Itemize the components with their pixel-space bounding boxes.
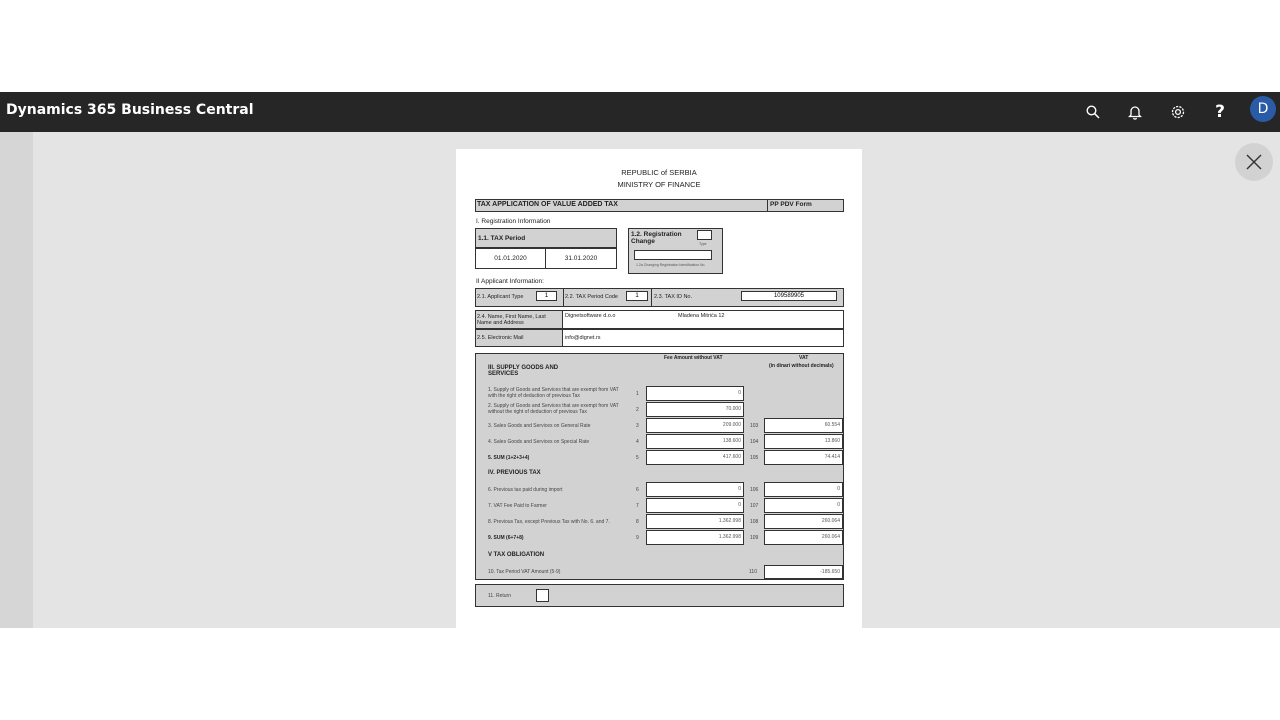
row-5-value: 417.600 <box>646 450 744 465</box>
row-8-vat: 260.064 <box>764 514 843 529</box>
row-7-no: 7 <box>636 503 639 509</box>
row-7-vat-no: 107 <box>750 503 759 509</box>
row-6-vat-no: 106 <box>750 487 759 493</box>
row-9-label: 9. SUM (6+7+8) <box>488 535 524 541</box>
changing-id-label: 1.2a Changing Registration Identification No. <box>636 263 706 267</box>
row-6-vat: 0 <box>764 482 843 497</box>
row-10-no: 110 <box>749 569 757 575</box>
row-5-vat: 74.414 <box>764 450 843 465</box>
return-row <box>475 584 844 607</box>
section-5-title: V TAX OBLIGATION <box>488 552 545 558</box>
row-8-value: 1.362.998 <box>646 514 744 529</box>
row-4-no: 4 <box>636 439 639 445</box>
row-9-value: 1.362.998 <box>646 530 744 545</box>
report-page <box>456 149 862 628</box>
header-line2: MINISTRY OF FINANCE <box>617 180 701 189</box>
type-label: Type <box>699 242 707 246</box>
row-9-vat-no: 109 <box>750 535 759 541</box>
section-2-title: II Applicant Information: <box>476 278 544 285</box>
row-3-vat-no: 103 <box>750 423 759 429</box>
row-7-value: 0 <box>646 498 744 513</box>
applicant-type-input[interactable]: 1 <box>536 291 557 301</box>
row-5-no: 5 <box>636 455 639 461</box>
row-3-no: 3 <box>636 423 639 429</box>
row-3-value: 209.000 <box>646 418 744 433</box>
row-4-label: 4. Sales Goods and Services on Special Rate <box>488 439 590 445</box>
row-6-label: 6. Previous tax paid during import <box>488 487 563 493</box>
col-vat-sub: (in dinari without decimals) <box>769 363 834 369</box>
row-8-no: 8 <box>636 519 639 525</box>
col-vat-label: VAT <box>799 355 809 361</box>
date-from: 01.01.2020 <box>494 255 527 262</box>
avatar[interactable]: D <box>1250 96 1276 122</box>
registration-change-label: 1.2. Registration Change <box>631 231 682 245</box>
tax-period-code-label: 2.2. TAX Period Code <box>565 294 618 300</box>
form-title: TAX APPLICATION OF VALUE ADDED TAX <box>477 201 618 208</box>
tax-period-dates <box>475 248 617 269</box>
gear-icon[interactable] <box>1158 92 1198 132</box>
top-bar <box>0 92 1280 132</box>
applicant-type-label: 2.1. Applicant Type <box>477 294 524 300</box>
return-checkbox[interactable] <box>536 589 549 602</box>
date-to: 31.01.2020 <box>564 255 598 262</box>
tax-id-input[interactable]: 109589905 <box>741 291 837 301</box>
section-1-title: I. Registration Information <box>476 218 551 225</box>
email-label: 2.5. Electronic Mail <box>477 335 524 341</box>
row-1-label: 1. Supply of Goods and Services that are exempt from VAT with the right of deduction of previous Tax <box>488 387 619 399</box>
return-label: 11. Return <box>488 593 511 599</box>
row-10-value: -185.650 <box>764 565 843 579</box>
close-icon[interactable] <box>1235 143 1273 181</box>
app-title[interactable]: Dynamics 365 Business Central <box>6 102 254 118</box>
name-label: 2.4. Name, First Name, Last Name and Address <box>477 314 546 326</box>
row-5-label: 5. SUM (1+2+3+4) <box>488 455 530 461</box>
row-3-vat: 60.554 <box>764 418 843 433</box>
row-8-label: 8. Previous Tax, except Previous Tax with No. 6. and 7. <box>488 519 610 525</box>
section-3-title: III. SUPPLY GOODS AND SERVICES <box>488 365 559 377</box>
applicant-row <box>475 288 844 307</box>
row-4-value: 138.600 <box>646 434 744 449</box>
row-2-label: 2. Supply of Goods and Services that are exempt from VAT without the right of deduction of previous Tax <box>488 403 619 415</box>
row-7-label: 7. VAT Fee Paid to Farmer <box>488 503 547 509</box>
row-6-value: 0 <box>646 482 744 497</box>
row-6-no: 6 <box>636 487 639 493</box>
registration-id-input[interactable] <box>634 250 712 260</box>
help-icon[interactable]: ? <box>1215 102 1225 122</box>
row-4-vat: 13.860 <box>764 434 843 449</box>
left-strip <box>0 132 33 628</box>
registration-change-type-input[interactable] <box>697 230 712 240</box>
row-10-label: 10. Tax Period VAT Amount (5-9) <box>488 569 561 575</box>
tax-id-label: 2.3. TAX ID No. <box>654 294 693 300</box>
header-line1: REPUBLIC of SERBIA <box>621 168 697 177</box>
form-code: PP PDV Form <box>770 201 812 208</box>
section-4-title: IV. PREVIOUS TAX <box>488 470 541 476</box>
report-preview-area <box>0 132 1280 628</box>
tax-period-label: 1.1. TAX Period <box>478 235 526 242</box>
email-value: info@dignet.rs <box>565 335 601 341</box>
row-2-no: 2 <box>636 407 639 413</box>
row-8-vat-no: 108 <box>750 519 759 525</box>
row-1-no: 1 <box>636 391 639 397</box>
row-4-vat-no: 104 <box>750 439 759 445</box>
col-fee-header: Fee Amount without VAT <box>664 355 723 361</box>
row-1-value: 0 <box>646 386 744 401</box>
registration-change-box <box>628 228 723 274</box>
tax-period-label-box <box>475 228 617 248</box>
address-value: Mladena Mitrića 12 <box>678 313 725 319</box>
row-7-vat: 0 <box>764 498 843 513</box>
row-2-value: 70.000 <box>646 402 744 417</box>
tax-period-code-input[interactable]: 1 <box>626 291 648 301</box>
name-value: Dignetsoftware d.o.o <box>565 313 616 319</box>
bell-icon[interactable] <box>1115 92 1155 132</box>
search-icon[interactable] <box>1073 92 1113 132</box>
row-5-vat-no: 105 <box>750 455 759 461</box>
email-row <box>475 329 844 347</box>
row-9-no: 9 <box>636 535 639 541</box>
row-3-label: 3. Sales Goods and Services on General Rate <box>488 423 591 429</box>
vat-calculation-panel <box>475 353 844 580</box>
form-title-bar <box>475 199 844 212</box>
row-9-vat: 260.064 <box>764 530 843 545</box>
name-address-row <box>475 310 844 329</box>
